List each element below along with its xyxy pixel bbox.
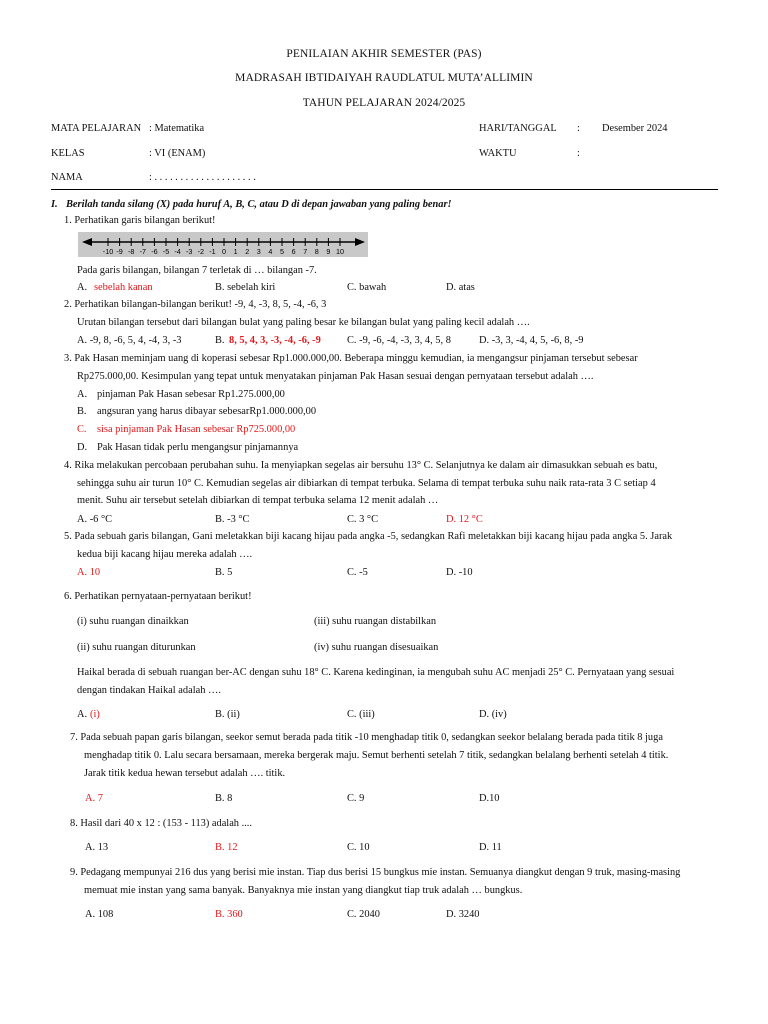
q7-option-b[interactable]: B. 8 [215, 793, 233, 804]
q2-stem: 2. Perhatikan bilangan-bilangan berikut! -9, 4, -3, 8, 5, -4, -6, 3 [64, 299, 327, 310]
q4-line1: 4. Rika melakukan percobaan perubahan suhu. Ia menyiapkan segelas air bersuhu 13° C. Selanjutnya ke dalam air dimasukkan sebuah es batu, [64, 460, 658, 471]
school-name: MADRASAH IBTIDAIYAH RAUDLATUL MUTA’ALLIMIN [235, 72, 533, 84]
number-line-label: -8 [127, 247, 135, 256]
q3-option-b[interactable]: angsuran yang harus dibayar sebesarRp1.000.000,00 [97, 406, 317, 417]
number-line-label: -1 [209, 247, 216, 256]
day-label: HARI/TANGGAL [479, 123, 557, 134]
q5-option-a[interactable]: A. 10 [77, 567, 101, 578]
q8-option-d[interactable]: D. 11 [479, 842, 502, 853]
q8-option-a[interactable]: A. 13 [85, 842, 109, 853]
number-line-label: -7 [139, 247, 147, 256]
q8-option-c[interactable]: C. 10 [347, 842, 370, 853]
instruction-number: I. [51, 199, 58, 210]
number-line-label: 10 [336, 247, 344, 256]
academic-year: TAHUN PELAJARAN 2024/2025 [302, 97, 466, 109]
q4-option-c[interactable]: C. 3 °C [347, 514, 379, 525]
q3-option-a-letter[interactable]: A. [77, 389, 88, 400]
time-colon: : [577, 148, 580, 159]
q2-option-d[interactable]: D. -3, 3, -4, 4, 5, -6, 8, -9 [479, 335, 584, 346]
q5-line1: 5. Pada sebuah garis bilangan, Gani meletakkan biji kacang hijau pada angka -5, sedangkan Rafi meletakkan biji kacang hijau pada angka 5. Jarak [64, 531, 673, 542]
class-label: KELAS [51, 148, 85, 159]
q6-line1: Haikal berada di sebuah ruangan ber-AC dengan suhu 18° C. Karena kedinginan, ia mengubah suhu AC menjadi 25° C. Pernyataan yang sesuai [77, 667, 675, 678]
q5-option-c[interactable]: C. -5 [347, 567, 368, 578]
q1-option-a[interactable]: sebelah kanan [94, 282, 153, 293]
number-line-label: 1 [233, 247, 238, 256]
number-line-label: -2 [197, 247, 205, 256]
q6-option-a[interactable]: (i) [90, 709, 100, 720]
q9-option-b[interactable]: B. 360 [215, 909, 243, 920]
q9-line2: memuat mie instan yang sama banyak. Banyaknya mie instan yang diangkut tiap truk adalah … bungkus. [84, 885, 523, 896]
q7-line2: menghadap titik 0. Lalu secara bersamaan, mereka bergerak maju. Semut berhenti setelah 7 titik, sedangkan belalang berhenti setelah 4 titik. [84, 750, 669, 761]
q9-line1: 9. Pedagang mempunyai 216 dus yang berisi mie instan. Tiap dus berisi 15 bungkus mie instan. Semuanya diangkut dengan 9 truk, masing-masing [70, 867, 681, 878]
q4-line2: sehingga suhu air turun 10° C. Kemudian segelas air dibiarkan di tempat terbuka. Selama di tempat terbuka suhu naik rata-rata 3 C setiap 4 [77, 478, 656, 489]
number-line-label: -10 [102, 247, 114, 256]
q2-option-c[interactable]: C. -9, -6, -4, -3, 3, 4, 5, 8 [347, 335, 451, 346]
q6-statement-ii: (ii) suhu ruangan diturunkan [77, 642, 196, 653]
number-line-label: -9 [116, 247, 123, 256]
q7-option-a[interactable]: A. 7 [85, 793, 103, 804]
number-line-label: 6 [291, 247, 296, 256]
number-line-label: 7 [303, 247, 308, 256]
time-label: WAKTU [479, 148, 517, 159]
number-line-label: 9 [326, 247, 331, 256]
q3-line2: Rp275.000,00. Kesimpulan yang tepat untuk menyatakan pinjaman Pak Hasan sesuai dengan pernyataan tersebut adalah …. [77, 371, 594, 382]
q3-option-c[interactable]: sisa pinjaman Pak Hasan sebesar Rp725.000,00 [97, 424, 296, 435]
header-divider [51, 189, 718, 190]
name-label: NAMA [51, 172, 83, 183]
q3-option-c-letter[interactable]: C. [77, 424, 87, 435]
number-line [78, 232, 368, 257]
q6-option-b[interactable]: B. (ii) [215, 709, 240, 720]
q2-option-a[interactable]: A. -9, 8, -6, 5, 4, -4, 3, -3 [77, 335, 182, 346]
q8-stem: 8. Hasil dari 40 x 12 : (153 - 113) adalah .... [70, 818, 252, 829]
q1-option-c[interactable]: C. bawah [347, 282, 387, 293]
name-field: : . . . . . . . . . . . . . . . . . . . . [149, 172, 256, 183]
q6-statement-iv: (iv) suhu ruangan disesuaikan [314, 642, 439, 653]
q3-option-a[interactable]: pinjaman Pak Hasan sebesar Rp1.275.000,00 [97, 389, 285, 400]
number-line-label: 3 [256, 247, 261, 256]
number-line-label: -4 [174, 247, 181, 256]
q3-option-d-letter[interactable]: D. [77, 442, 88, 453]
q1-option-a-letter[interactable]: A. [77, 282, 88, 293]
day-value: Desember 2024 [602, 123, 668, 134]
class-value: : VI (ENAM) [149, 148, 206, 159]
q6-statement-iii: (iii) suhu ruangan distabilkan [314, 616, 437, 627]
q4-line3: menit. Suhu air tersebut setelah dibiarkan di tempat terbuka selama 12 menit adalah … [77, 495, 439, 506]
q7-line3: Jarak titik kedua hewan tersebut adalah …. titik. [84, 768, 286, 779]
instruction-text: Berilah tanda silang (X) pada huruf A, B, C, atau D di depan jawaban yang paling benar! [66, 199, 452, 210]
q1-stem: 1. Perhatikan garis bilangan berikut! [64, 215, 216, 226]
number-line-label: 2 [245, 247, 250, 256]
q4-option-d[interactable]: D. 12 °C [446, 514, 483, 525]
q7-line1: 7. Pada sebuah papan garis bilangan, seekor semut berada pada titik -10 menghadap titik 0, sedangkan seekor belalang berada pada titik 8 juga [70, 732, 663, 743]
q8-option-b[interactable]: B. 12 [215, 842, 238, 853]
q6-stem: 6. Perhatikan pernyataan-pernyataan berikut! [64, 591, 252, 602]
q6-statement-i: (i) suhu ruangan dinaikkan [77, 616, 189, 627]
q9-option-c[interactable]: C. 2040 [347, 909, 380, 920]
number-line-label: 5 [280, 247, 284, 256]
exam-title: PENILAIAN AKHIR SEMESTER (PAS) [286, 48, 482, 60]
q5-option-b[interactable]: B. 5 [215, 567, 233, 578]
q3-option-d[interactable]: Pak Hasan tidak perlu mengangsur pinjamannya [97, 442, 299, 453]
number-line-label: 4 [268, 247, 273, 256]
subject-label: MATA PELAJARAN [51, 123, 142, 134]
q3-line1: 3. Pak Hasan meminjam uang di koperasi sebesar Rp1.000.000,00. Beberapa minggu kemudian, ia mengangsur pinjaman tersebut sebesar [64, 353, 638, 364]
q5-option-d[interactable]: D. -10 [446, 567, 473, 578]
q7-option-d[interactable]: D.10 [479, 793, 500, 804]
q6-option-d[interactable]: D. (iv) [479, 709, 507, 720]
number-line-label: -5 [162, 247, 170, 256]
number-line-label: 8 [314, 247, 319, 256]
number-line-label: 0 [222, 247, 226, 256]
q4-option-b[interactable]: B. -3 °C [215, 514, 250, 525]
q2-text: Urutan bilangan tersebut dari bilangan bulat yang paling besar ke bilangan bulat yang paling kecil adalah …. [77, 317, 530, 328]
q7-option-c[interactable]: C. 9 [347, 793, 365, 804]
number-line-figure [78, 232, 368, 257]
q9-option-a[interactable]: A. 108 [85, 909, 114, 920]
left-arrow-icon [82, 238, 92, 246]
day-colon: : [577, 123, 580, 134]
q1-option-d[interactable]: D. atas [446, 282, 475, 293]
q6-line2: dengan tindakan Haikal adalah …. [77, 685, 221, 696]
q6-option-a-letter[interactable]: A. [77, 709, 88, 720]
q6-option-c[interactable]: C. (iii) [347, 709, 375, 720]
number-line-label: -6 [151, 247, 158, 256]
number-line-label: -3 [185, 247, 193, 256]
q9-option-d[interactable]: D. 3240 [446, 909, 480, 920]
q2-option-b[interactable]: 8, 5, 4, 3, -3, -4, -6, -9 [229, 335, 321, 346]
subject-value: : Matematika [149, 123, 205, 134]
q4-option-a[interactable]: A. -6 °C [77, 514, 113, 525]
q1-text: Pada garis bilangan, bilangan 7 terletak di … bilangan -7. [77, 265, 317, 276]
q5-line2: kedua biji kacang hijau mereka adalah …. [77, 549, 253, 560]
q3-option-b-letter[interactable]: B. [77, 406, 87, 417]
q2-option-b-letter[interactable]: B. [215, 335, 225, 346]
right-arrow-icon [355, 238, 365, 246]
q1-option-b[interactable]: B. sebelah kiri [215, 282, 276, 293]
